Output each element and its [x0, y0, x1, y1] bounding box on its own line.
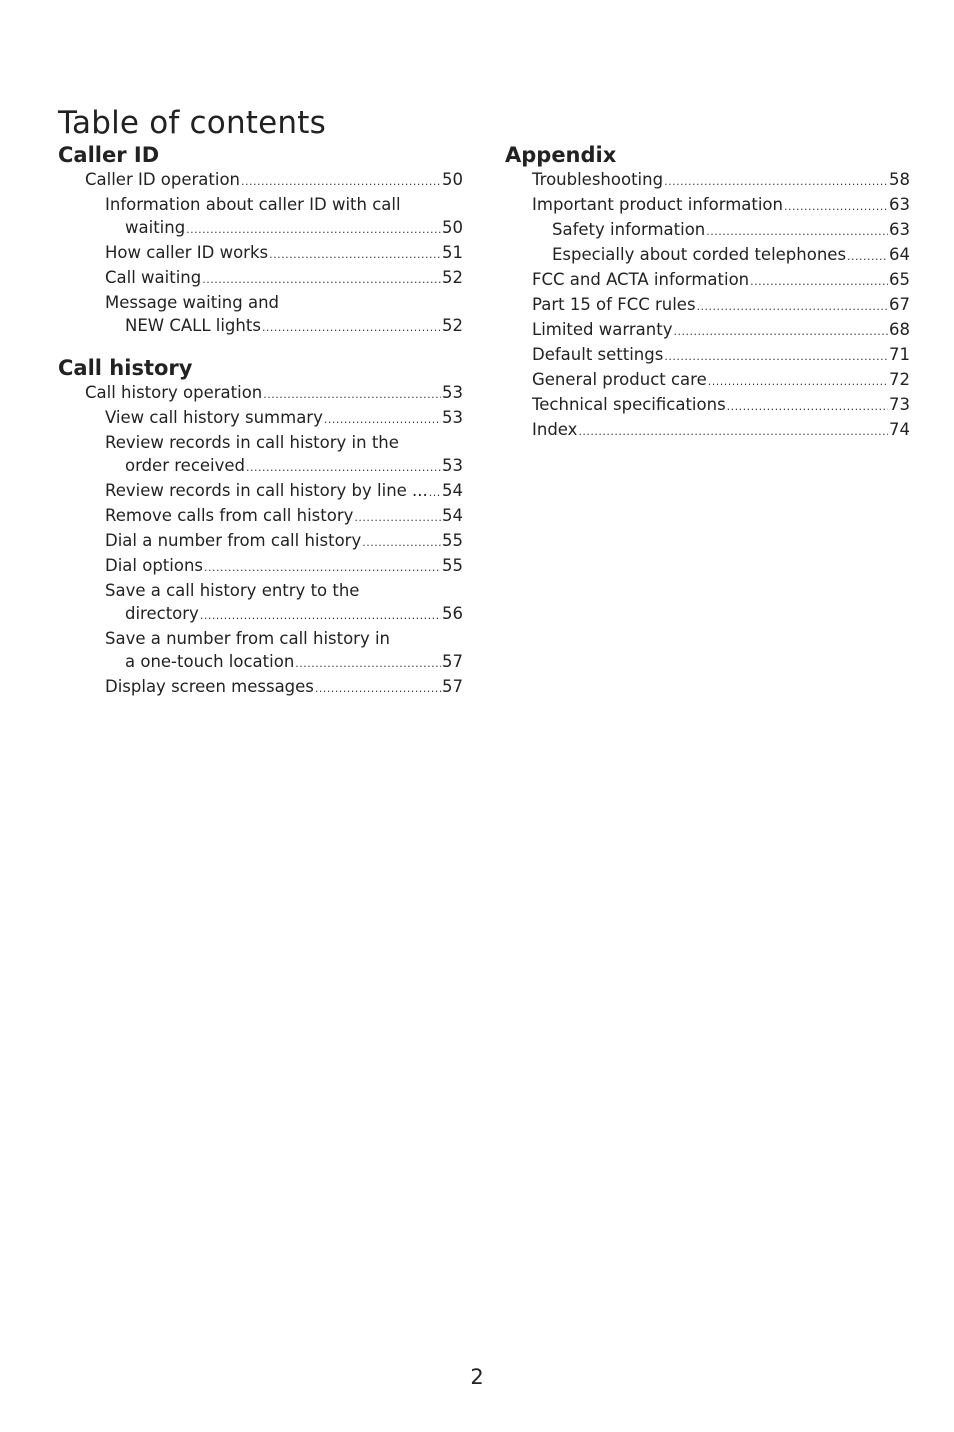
dot-leader — [241, 170, 441, 193]
toc-entry[interactable] — [105, 291, 463, 339]
toc-list — [505, 168, 910, 443]
page-title: Table of contents — [58, 104, 326, 141]
toc-entry[interactable] — [105, 431, 463, 479]
dot-leader — [262, 316, 441, 339]
dot-leader — [204, 556, 441, 579]
dot-leader — [202, 268, 441, 291]
dot-leader — [200, 604, 441, 627]
entry-page: 54 — [442, 481, 463, 500]
entry-title: Part 15 of FCC rules — [532, 295, 696, 314]
section-caller-id — [58, 142, 463, 339]
entry-title: Display screen messages — [105, 677, 314, 696]
entry-title: Caller ID operation — [85, 170, 241, 189]
entry-title: Remove calls from call history — [105, 506, 354, 525]
entry-title: NEW CALL lights — [125, 316, 261, 335]
entry-title-line1: Save a number from call history in — [105, 629, 391, 648]
entry-title: Dial options — [105, 556, 204, 575]
entry-title: Default settings — [532, 345, 664, 364]
entry-title: FCC and ACTA information — [532, 270, 750, 289]
entry-page: 55 — [442, 556, 463, 575]
entry-page: 50 — [442, 218, 463, 237]
section-call-history — [58, 355, 463, 700]
dot-leader — [186, 218, 441, 241]
entry-page: 74 — [889, 420, 910, 439]
toc-entry[interactable] — [105, 627, 463, 675]
toc-entry[interactable] — [105, 504, 463, 529]
toc-entry[interactable] — [105, 529, 463, 554]
entry-page: 63 — [889, 220, 910, 239]
entry-page: 67 — [889, 295, 910, 314]
toc-list — [58, 168, 463, 339]
dot-leader — [269, 243, 441, 266]
entry-title: directory — [125, 604, 199, 623]
entry-page: 55 — [442, 531, 463, 550]
dot-leader — [429, 481, 441, 504]
dot-leader — [697, 295, 888, 318]
entry-page: 54 — [442, 506, 463, 525]
toc-entry[interactable] — [532, 418, 910, 443]
entry-title: Call history operation — [85, 383, 263, 402]
entry-page: 57 — [442, 652, 463, 671]
dot-leader — [664, 345, 888, 368]
entry-title: Troubleshooting — [532, 170, 664, 189]
entry-page: 65 — [889, 270, 910, 289]
entry-title: Important product information — [532, 195, 783, 214]
toc-entry[interactable] — [85, 168, 463, 193]
entry-page: 57 — [442, 677, 463, 696]
dot-leader — [750, 270, 888, 293]
entry-page: 50 — [442, 170, 463, 189]
entry-page: 51 — [442, 243, 463, 262]
dot-leader — [315, 677, 441, 700]
entry-page: 71 — [889, 345, 910, 364]
dot-leader — [847, 245, 888, 268]
entry-title-line1: Information about caller ID with call — [105, 195, 401, 214]
toc-entry[interactable] — [105, 406, 463, 431]
entry-page: 58 — [889, 170, 910, 189]
entry-title: Especially about corded telephones — [552, 245, 847, 264]
entry-title: How caller ID works — [105, 243, 269, 262]
entry-title-line1: Save a call history entry to the — [105, 581, 360, 600]
dot-leader — [664, 170, 888, 193]
dot-leader — [295, 652, 441, 675]
dot-leader — [246, 456, 441, 479]
dot-leader — [784, 195, 888, 218]
toc-entry[interactable] — [532, 368, 910, 393]
entry-page: 64 — [889, 245, 910, 264]
toc-entry[interactable] — [552, 243, 910, 268]
entry-page: 52 — [442, 316, 463, 335]
entry-page: 63 — [889, 195, 910, 214]
toc-entry[interactable] — [532, 193, 910, 218]
section-heading: Appendix — [505, 143, 617, 167]
entry-page: 73 — [889, 395, 910, 414]
dot-leader — [354, 506, 441, 529]
section-heading: Call history — [58, 356, 193, 380]
entry-page: 53 — [442, 383, 463, 402]
entry-title: View call history summary — [105, 408, 323, 427]
toc-entry[interactable] — [552, 218, 910, 243]
toc-entry[interactable] — [85, 381, 463, 406]
entry-page: 53 — [442, 456, 463, 475]
toc-entry[interactable] — [105, 579, 463, 627]
dot-leader — [362, 531, 441, 554]
dot-leader — [673, 320, 888, 343]
dot-leader — [324, 408, 441, 431]
toc-entry[interactable] — [105, 266, 463, 291]
entry-title-line1: Review records in call history in the — [105, 433, 399, 452]
toc-right-column — [505, 142, 910, 459]
section-heading: Caller ID — [58, 143, 160, 167]
toc-entry[interactable] — [532, 268, 910, 293]
entry-title: Index — [532, 420, 578, 439]
toc-entry[interactable] — [105, 241, 463, 266]
toc-left-column — [58, 142, 463, 716]
toc-entry[interactable] — [532, 343, 910, 368]
entry-title: a one-touch location — [125, 652, 295, 671]
toc-entry[interactable] — [105, 479, 463, 504]
entry-title: order received — [125, 456, 246, 475]
entry-title-line1: Message waiting and — [105, 293, 280, 312]
toc-entry[interactable] — [105, 675, 463, 700]
entry-title: Review records in call history by line ... — [105, 481, 428, 500]
toc-entry[interactable] — [105, 193, 463, 241]
entry-title: Technical specifications — [532, 395, 726, 414]
entry-title: Safety information — [552, 220, 706, 239]
entry-page: 56 — [442, 604, 463, 623]
entry-title: waiting — [125, 218, 186, 237]
entry-title: General product care — [532, 370, 707, 389]
dot-leader — [578, 420, 888, 443]
toc-entry[interactable] — [105, 554, 463, 579]
entry-page: 53 — [442, 408, 463, 427]
dot-leader — [263, 383, 441, 406]
dot-leader — [727, 395, 888, 418]
entry-page: 52 — [442, 268, 463, 287]
entry-title: Dial a number from call history — [105, 531, 362, 550]
entry-page: 72 — [889, 370, 910, 389]
toc-entry[interactable] — [532, 168, 910, 193]
entry-title: Limited warranty — [532, 320, 673, 339]
entry-page: 68 — [889, 320, 910, 339]
entry-title: Call waiting — [105, 268, 202, 287]
toc-list — [58, 381, 463, 700]
toc-entry[interactable] — [532, 293, 910, 318]
toc-entry[interactable] — [532, 318, 910, 343]
toc-entry[interactable] — [532, 393, 910, 418]
dot-leader — [706, 220, 888, 243]
section-appendix — [505, 142, 910, 443]
dot-leader — [708, 370, 888, 393]
page-number: 2 — [470, 1365, 484, 1389]
